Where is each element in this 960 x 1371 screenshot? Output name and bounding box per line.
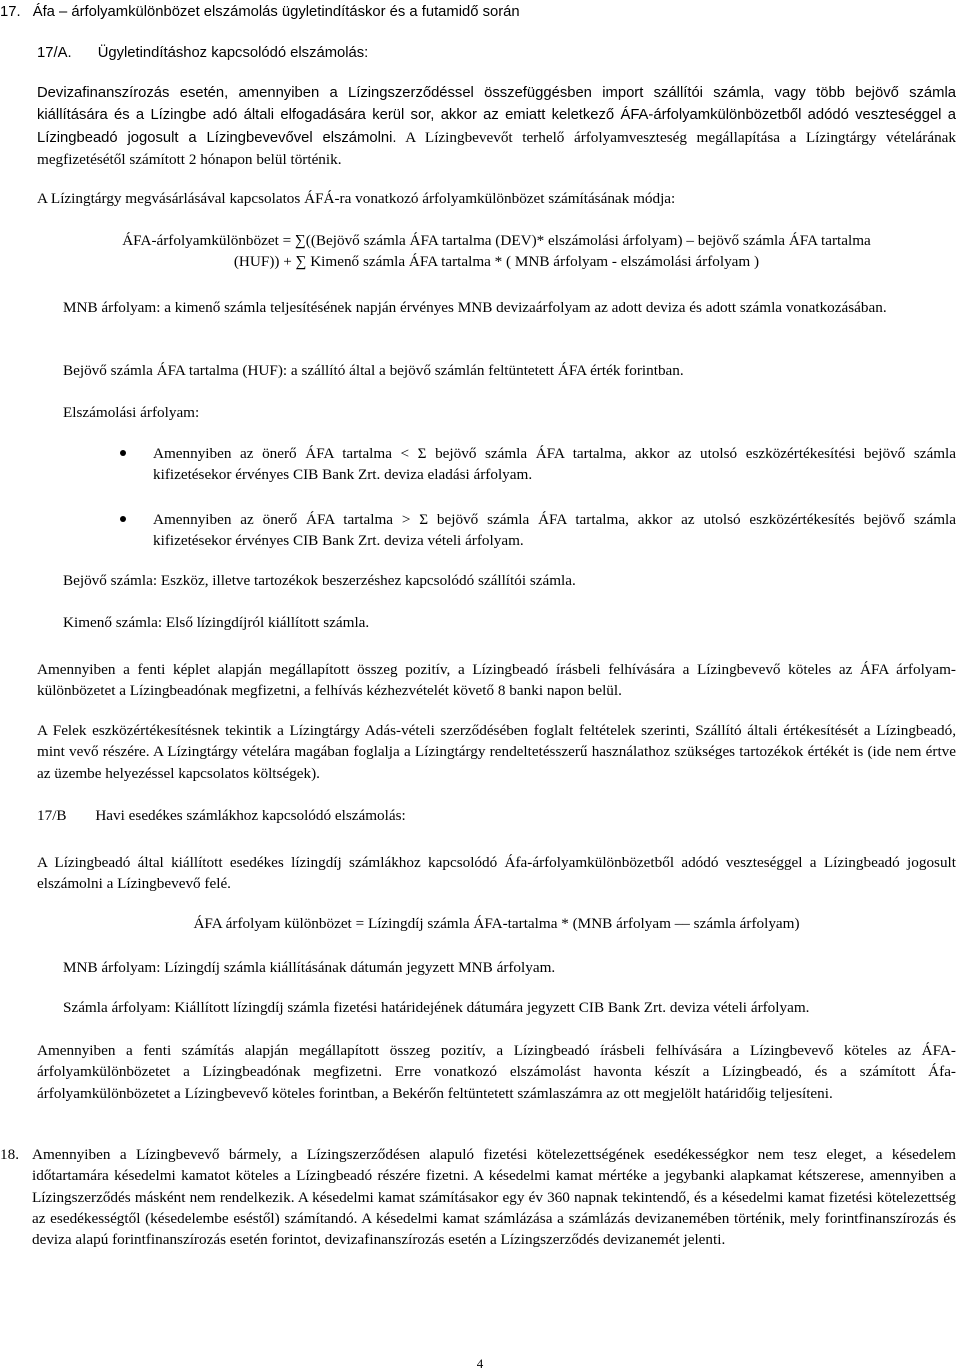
section-17-title: Áfa – árfolyamkülönbözet elszámolás ügyletindításkor és a futamidő során xyxy=(32,4,520,20)
formula-line-1: ÁFA-árfolyamkülönbözet = ∑((Bejövő számla ÁFA tartalma (DEV)* elszámolási árfolyam) – bejövő számla ÁFA tartalma xyxy=(122,232,871,249)
paragraph-devizafinanszirozas-sans: Devizafinanszírozás esetén, amennyiben a Lízingszerződéssel összefüggésben import szállítói számla, vagy több bejövő számla kiállítására és a Lízingbe adó általi elfogadására kerül sor, akkor az emiatt keletkező ÁFA-árfolyamkülönbözetből adódó veszteséggel a Lízingbeadó jogosult a Lízingbevevővel elszámolni. xyxy=(37,85,956,146)
definition-mnb-arfolyam: MNB árfolyam: a kimenő számla teljesítésének napján érvényes MNB devizaárfolyam az adott deviza és adott számla vonatkozásában. xyxy=(63,299,887,316)
definition-kimeno-szamla: Kimenő számla: Első lízingdíjról kiállított számla. xyxy=(63,614,370,631)
bullet-icon xyxy=(120,450,126,456)
formula-afa-arfolyamkulonbozet xyxy=(37,230,956,273)
bullet-item-1: Amennyiben az önerő ÁFA tartalma < Σ bejövő számla ÁFA tartalma, akkor az utolsó eszközértékesítési bejövő számla kifizetésekor érvényes CIB Bank Zrt. deviza eladási árfolyam. xyxy=(153,445,956,484)
definition-elszamolasi-arfolyam: Elszámolási árfolyam: xyxy=(63,404,200,421)
definition-szamla-arfolyam: Számla árfolyam: Kiállított lízingdíj számla fizetési határidejének dátumára jegyzett CIB Bank Zrt. deviza vételi árfolyam. xyxy=(63,999,810,1016)
paragraph-calculation-method: A Lízingtárgy megvásárlásával kapcsolatos ÁFÁ-ra vonatkozó árfolyamkülönbözet számításának módja: xyxy=(37,190,676,207)
subsection-17a-title: Ügyletindításhoz kapcsolódó elszámolás: xyxy=(97,45,369,61)
subsection-17b-heading xyxy=(37,805,406,826)
section-17-heading xyxy=(0,2,520,23)
section-18-number: 18. xyxy=(0,1146,19,1163)
page-number: 4 xyxy=(476,1356,484,1371)
subsection-17a-number: 17/A. xyxy=(37,45,72,61)
subsection-17b-title: Havi esedékes számlákhoz kapcsolódó elszámolás: xyxy=(95,807,406,824)
formula-line-2: (HUF)) + ∑ Kimenő számla ÁFA tartalma * ( MNB árfolyam - elszámolási árfolyam ) xyxy=(233,253,760,271)
paragraph-felek: A Felek eszközértékesítésnek tekintik a Lízingtárgy Adás-vételi szerződésében foglalt feltételek szerinti, Szállító általi értékesítését a Lízingbeadó, mint vevő részére. A Lízingtárgy vételára magában foglalja a Lízingtárgy rendeltetésszerű használathoz szükséges tartozékok értékét is (ide nem értve az üzembe helyezéssel kapcsolatos költségek). xyxy=(37,722,956,782)
section-18-text: Amennyiben a Lízingbevevő bármely, a Lízingszerződésen alapuló fizetési kötelezettségének esedékességkor nem tesz eleget, a késedelem időtartamára késedelmi kamatot köteles a Lízingbeadó részére fizetni. A késedelmi kamat mértéke a jegybanki alapkamat kétszerese, amennyiben a Lízingszerződés másként nem rendelkezik. A késedelmi kamat számításakor egy év 360 napnak tekintendő, és a késedelmi kamat fizetési kötelezettség az esedékességtől (késedelembe eséstől) számítandó. A késedelmi kamat számlázása a számlázás devizanemében történik, mely forintfinanszírozás és deviza alapú forintfinanszírozás esetén forintot, devizafinanszírozás esetén a Lízingszerződés devizanemét jelenti. xyxy=(32,1146,956,1249)
formula-afa-arfolyam-kulonbozet: ÁFA árfolyam különbözet = Lízingdíj számla ÁFA-tartalma * (MNB árfolyam –– számla árfolyam) xyxy=(193,915,800,932)
paragraph-amennyiben-1: Amennyiben a fenti képlet alapján megállapított összeg pozitív, a Lízingbeadó írásbeli felhívására a Lízingbevevő köteles az ÁFA árfolyam-különbözetet a Lízingbeadónak megfizetni, a felhívás kézhezvételét követő 8 banki napon belül. xyxy=(37,661,956,700)
bullet-item-2: Amennyiben az önerő ÁFA tartalma > Σ bejövő számla ÁFA tartalma, akkor az utolsó eszközértékesítés bejövő számla kifizetésekor érvényes CIB Bank Zrt. deviza vételi árfolyam. xyxy=(153,511,956,550)
subsection-17b-number: 17/B xyxy=(37,807,67,824)
paragraph-17b: A Lízingbeadó által kiállított esedékes lízingdíj számlákhoz kapcsolódó Áfa-árfolyamkülönbözetből adódó veszteséggel a Lízingbeadó jogosult elszámolni a Lízingbevevő felé. xyxy=(37,854,956,893)
section-17-number: 17. xyxy=(0,4,21,20)
paragraph-amennyiben-2: Amennyiben a fenti számítás alapján megállapított összeg pozitív, a Lízingbeadó írásbeli felhívására a Lízingbevevő köteles az ÁFA-árfolyamkülönbözetet a Lízingbeadónak megfizetni. Erre vonatkozó elszámolást havonta készít a Lízingbeadó, és a számított Áfa-árfolyamkülönbözetet a Lízingbevevő köteles forintban, a Bekérőn feltüntetett számlaszámra az ott megjelölt határidőig teljesíteni. xyxy=(37,1042,956,1102)
definition-bejovo-szamla-afa: Bejövő számla ÁFA tartalma (HUF): a szállító által a bejövő számlán feltüntetett ÁFA érték forintban. xyxy=(63,362,684,379)
bullet-icon xyxy=(120,516,126,522)
definition-bejovo-szamla: Bejövő számla: Eszköz, illetve tartozékok beszerzéshez kapcsolódó szállítói számla. xyxy=(63,572,576,589)
paragraph-devizafinanszirozas-serif: A Lízingbevevőt terhelő árfolyamveszteség megállapítása a Lízingtárgy vételárának megfizetésétől számított 2 hónapon belül történik. xyxy=(37,128,957,168)
definition-mnb-arfolyam-2: MNB árfolyam: Lízingdíj számla kiállításának dátumán jegyzett MNB árfolyam. xyxy=(63,959,556,976)
subsection-17a-heading xyxy=(37,43,368,64)
paragraph-devizafinanszirozas xyxy=(37,82,956,170)
